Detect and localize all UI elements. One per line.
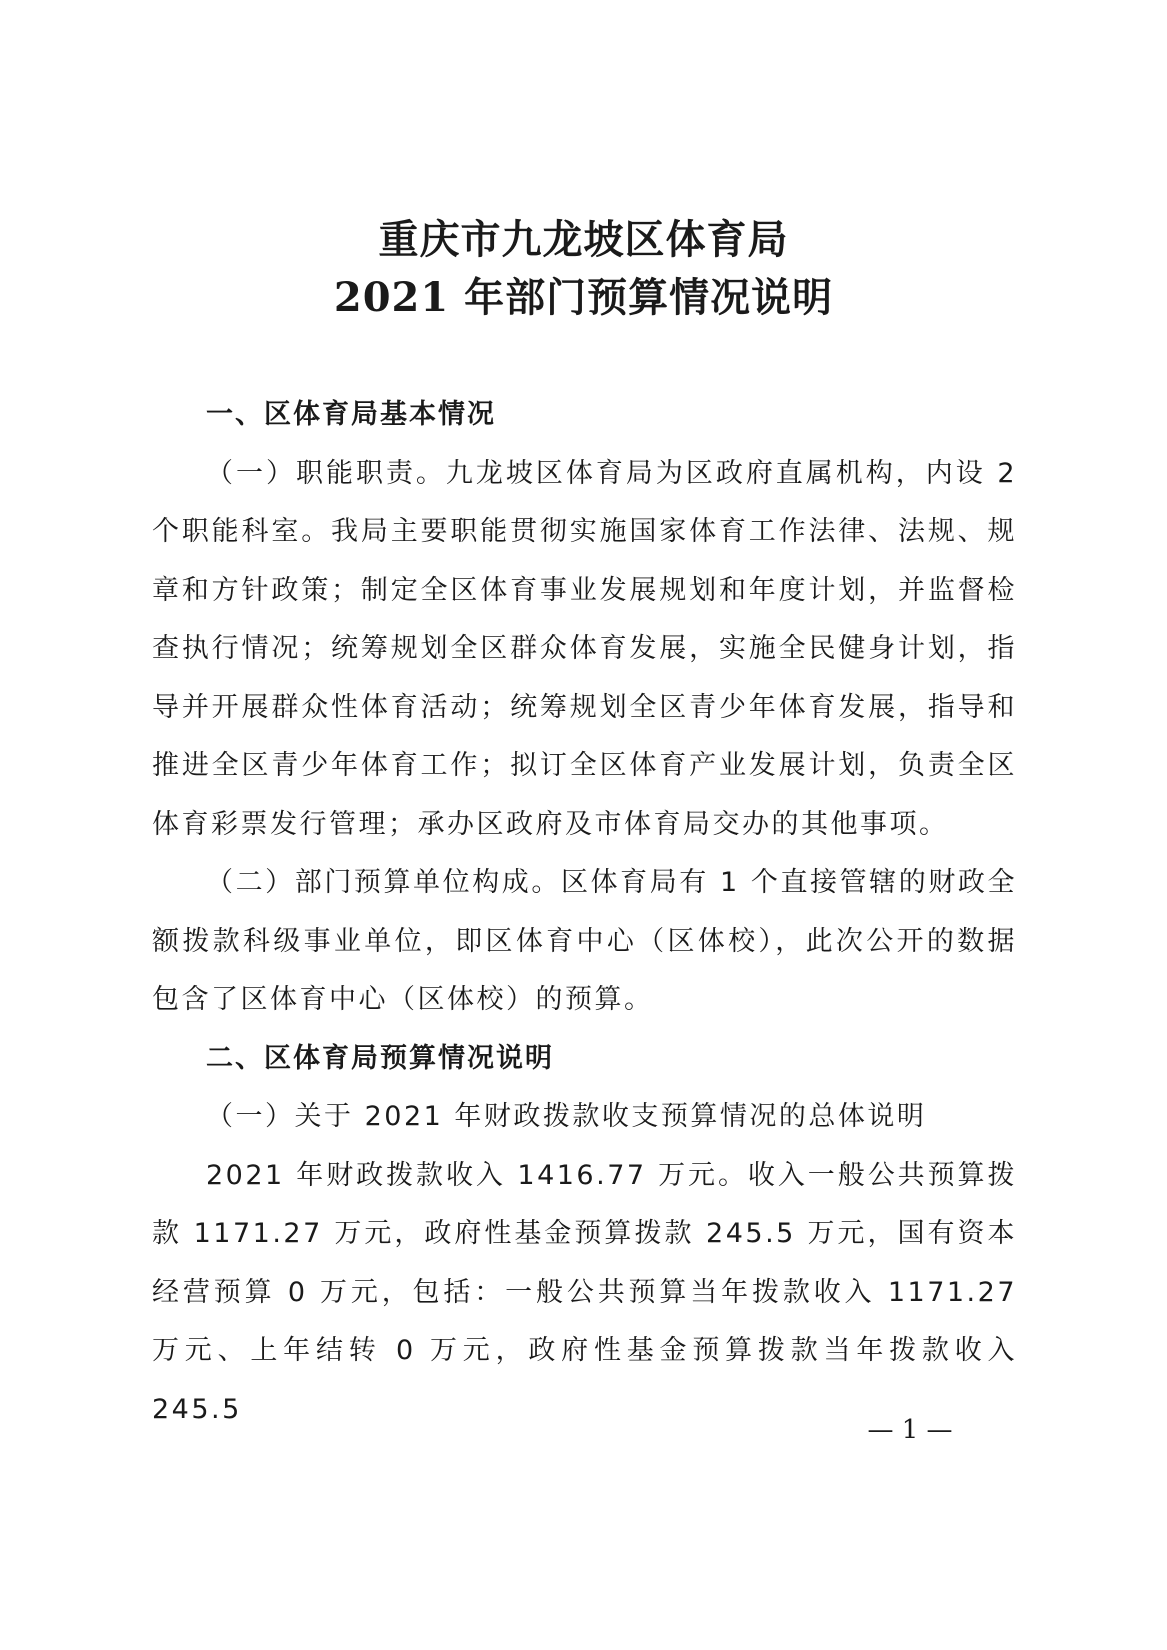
section2-paragraph-revenue: 2021 年财政拨款收入 1416.77 万元。收入一般公共预算拨款 1171.27 万元，政府性基金预算拨款 245.5 万元，国有资本经营预算 0 万元，包括：一般公共预算当年拨款收入 1171.27 万元、上年结转 0 万元，政府性基金预算拨款当年拨款收入 245.5 bbox=[152, 1159, 1017, 1425]
document-body bbox=[152, 386, 1017, 1425]
section1-paragraph-functions: （一）职能职责。九龙坡区体育局为区政府直属机构，内设 2 个职能科室。我局主要职能贯彻实施国家体育工作法律、法规、规章和方针政策；制定全区体育事业发展规划和年度计划，并监督检查执行情况；统筹规划全区群众体育发展，实施全民健身计划，指导并开展群众性体育活动；统筹规划全区青少年体育发展，指导和推进全区青少年体育工作；拟订全区体育产业发展计划，负责全区体育彩票发行管理；承办区政府及市体育局交办的其他事项。 bbox=[152, 457, 1017, 840]
section2-subheading: （一）关于 2021 年财政拨款收支预算情况的总体说明 bbox=[206, 1101, 927, 1132]
section2-heading: 二、区体育局预算情况说明 bbox=[206, 1042, 554, 1074]
section1-paragraph-units: （二）部门预算单位构成。区体育局有 1 个直接管辖的财政全额拨款科级事业单位，即区体育中心（区体校），此次公开的数据包含了区体育中心（区体校）的预算。 bbox=[152, 867, 1017, 1015]
document-title-line2: 2021 年部门预算情况说明 bbox=[333, 274, 834, 321]
section1-heading: 一、区体育局基本情况 bbox=[206, 399, 496, 430]
document-title-line1: 重庆市九龙坡区体育局 bbox=[378, 216, 789, 263]
page-number: — 1 — bbox=[867, 1415, 953, 1445]
